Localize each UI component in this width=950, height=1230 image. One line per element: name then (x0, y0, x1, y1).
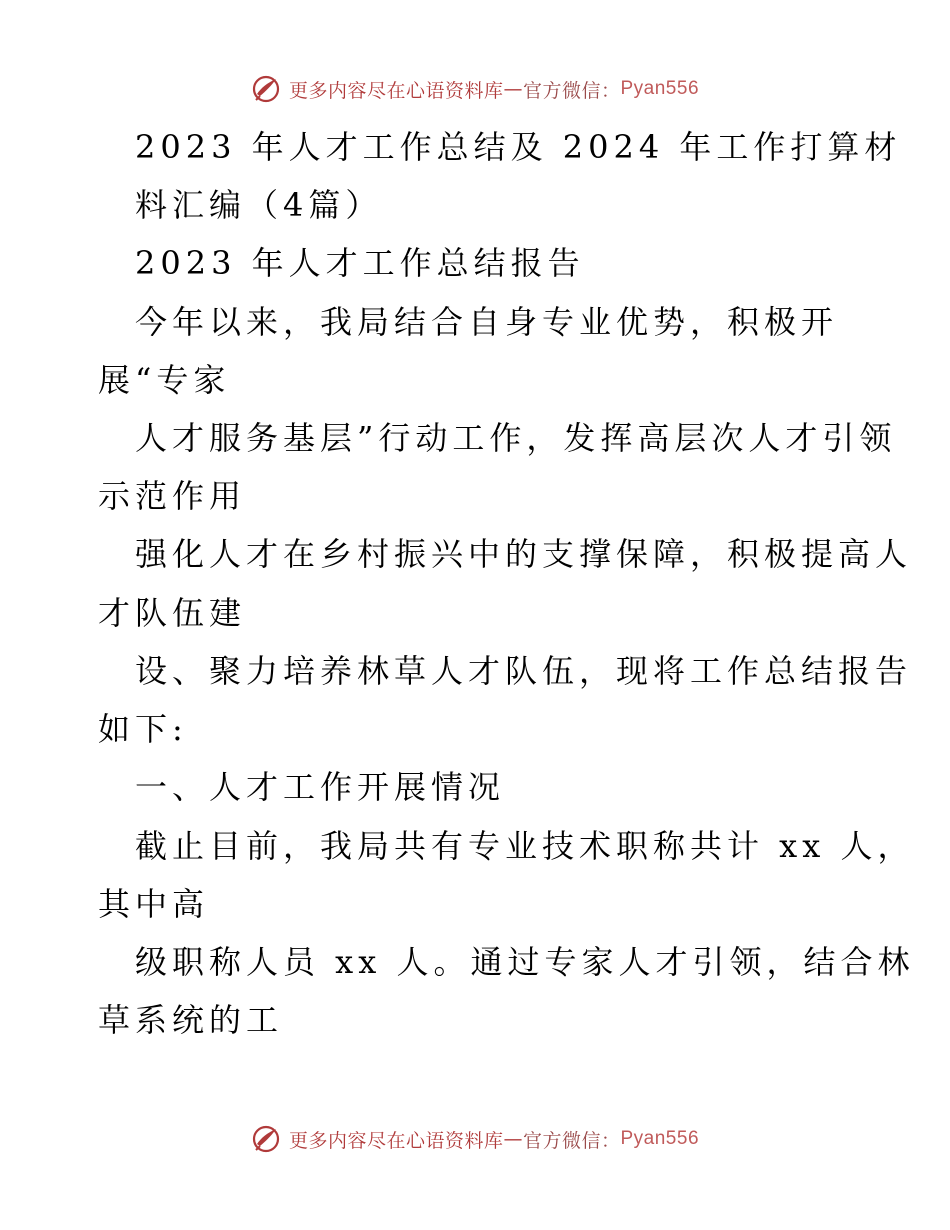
doc-title-line-2: 料汇编（4篇） (135, 186, 383, 224)
paragraph-line: 截止目前，我局共有专业技术职称共计 xx 人， (135, 827, 915, 865)
watermark-wechat-id: Pyan556 (620, 78, 700, 99)
paragraph-line: 如下: (98, 710, 188, 748)
paragraph-line: 设、聚力培养林草人才队伍，现将工作总结报告 (135, 652, 913, 690)
watermark-text: 更多内容尽在心语资料库 (288, 1129, 504, 1152)
paragraph-line: 强化人才在乡村振兴中的支撑保障，积极提高人 (135, 535, 913, 573)
section-heading: 一、人才工作开展情况 (135, 768, 506, 806)
watermark-dash: — (503, 1128, 523, 1150)
doc-subtitle: 2023 年人才工作总结报告 (135, 244, 585, 282)
paragraph-line: 草系统的工 (98, 1001, 284, 1039)
paragraph-line: 级职称人员 xx 人。通过专家人才引领，结合林 (135, 943, 915, 981)
paragraph-line: 其中高 (98, 885, 210, 923)
paragraph-line: 今年以来，我局结合自身专业优势，积极开 (135, 303, 839, 341)
paragraph-line: 人才服务基层”行动工作，发挥高层次人才引领 (135, 419, 897, 457)
paragraph-line: 才队伍建 (98, 594, 247, 632)
watermark-text: 更多内容尽在心语资料库 (288, 79, 504, 102)
watermark-dash: — (503, 78, 523, 100)
paragraph-line: 示范作用 (98, 477, 247, 515)
quill-pen-logo-icon (251, 74, 281, 104)
watermark-official-label: 官方微信： (522, 79, 621, 102)
paragraph-line: 展“专家 (98, 361, 231, 399)
watermark-official-label: 官方微信： (522, 1129, 621, 1152)
quill-pen-logo-icon (251, 1124, 281, 1154)
footer-watermark (0, 1124, 950, 1154)
doc-title-line-1: 2023 年人才工作总结及 2024 年工作打算材 (135, 128, 902, 166)
watermark-wechat-id: Pyan556 (620, 1128, 700, 1149)
header-watermark (0, 74, 950, 104)
